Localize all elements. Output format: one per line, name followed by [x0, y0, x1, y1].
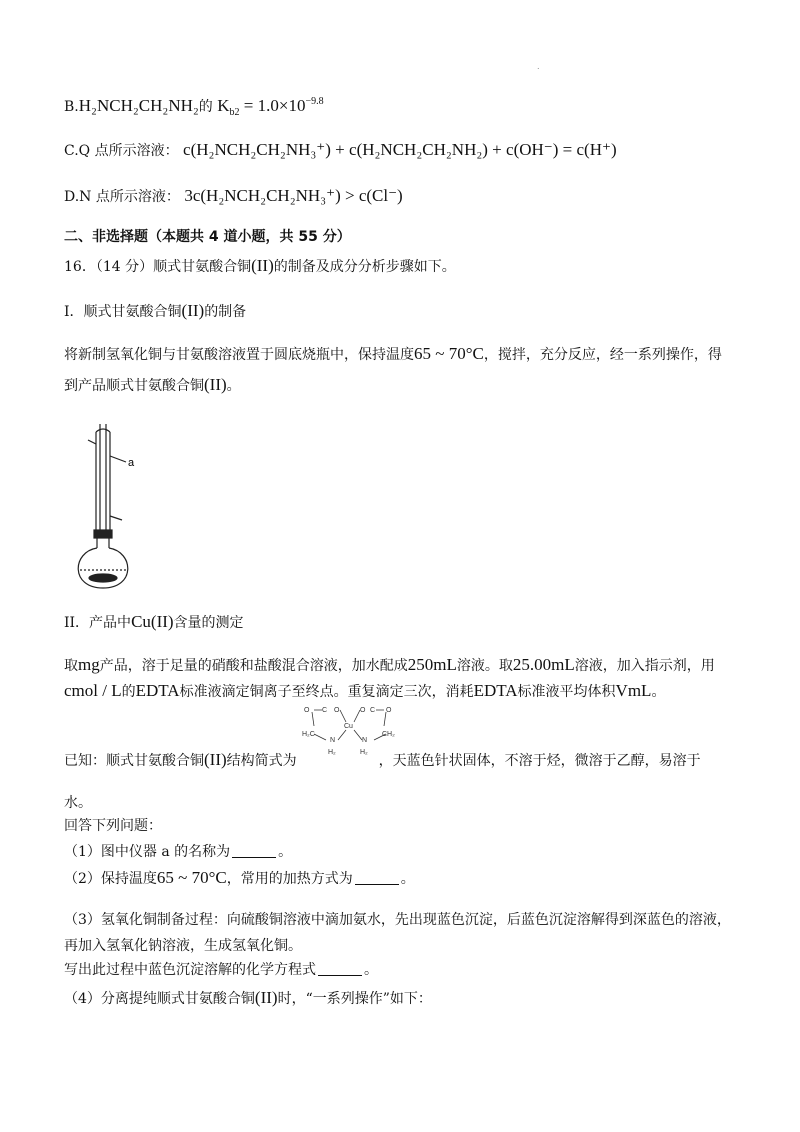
struct-c-1: C	[322, 707, 328, 714]
option-c-equation: c(H₂NCH₂CH₂NH₃⁺) + c(H₂NCH₂CH₂NH₂) + c(OH⁻) = c(H⁺)	[183, 140, 617, 159]
part1-paragraph-line2: 到产品顺式甘氨酸合铜(II)。	[64, 375, 241, 394]
subquestion-3-line1: （3）氢氧化铜制备过程：向硫酸铜溶液中滴加氨水，先出现蓝色沉淀，后蓝色沉淀溶解得到深蓝色的溶液，	[64, 912, 731, 928]
struct-o-1: O	[304, 707, 310, 714]
subquestion-3-line3: 写出此过程中蓝色沉淀溶解的化学方程式 。	[64, 962, 378, 978]
option-d	[64, 186, 403, 207]
top-mark: .	[537, 62, 540, 71]
struct-o-2: O	[334, 707, 340, 714]
section-title: 二、非选择题（本题共 4 道小题，共 55 分）	[64, 229, 351, 245]
struct-h2-2: H₂	[360, 749, 368, 756]
part1-title: I．顺式甘氨酸合铜(II)的制备	[64, 301, 247, 320]
option-b	[64, 92, 324, 123]
option-b-prefix: B.	[64, 99, 79, 115]
part2-paragraph-line1: 取mg产品，溶于足量的硝酸和盐酸混合溶液，加水配成250mL溶液。取25.00mL溶液，加入指示剂，用	[64, 655, 715, 674]
struct-ch2: CH₂	[382, 731, 395, 738]
part2-paragraph-line2: cmol / L的EDTA标准液滴定铜离子至终点。重复滴定三次，消耗EDTA标准液平均体积VmL。	[64, 681, 666, 700]
answer-blank-1[interactable]	[232, 843, 276, 858]
answer-blank-2[interactable]	[355, 870, 399, 885]
option-c	[64, 140, 617, 161]
subquestion-3-line2: 再加入氢氧化钠溶液，生成氢氧化铜。	[64, 938, 302, 954]
option-d-prefix: D.N 点所示溶液：	[64, 189, 180, 205]
subquestion-2: （2）保持温度65 ~ 70°C，常用的加热方式为 。	[64, 868, 415, 887]
struct-h2c: H₂C	[302, 731, 315, 738]
struct-o-4: O	[386, 707, 392, 714]
answer-blank-3[interactable]	[318, 961, 362, 976]
option-b-connector: 的	[198, 99, 213, 115]
option-c-prefix: C.Q 点所示溶液：	[64, 143, 179, 159]
part2-title: II．产品中Cu(II)含量的测定	[64, 612, 244, 631]
struct-n-2: N	[362, 737, 368, 744]
apparatus-figure	[66, 420, 176, 590]
option-b-constant: $K_{b2} = 1.0\times 10^{-9.8}$	[217, 96, 324, 118]
option-d-equation: 3c(H₂NCH₂CH₂NH₃⁺) > c(Cl⁻)	[184, 186, 403, 205]
struct-n-1: N	[330, 737, 336, 744]
known-line1: 已知：顺式甘氨酸合铜(II)结构简式为 ，天蓝色针状固体，不溶于烃，微溶于乙醇，易溶于	[64, 750, 701, 769]
apparatus-label-a: a	[128, 457, 135, 469]
struct-cu: Cu	[344, 723, 353, 730]
q16-intro: 16．（14 分）顺式甘氨酸合铜(II)的制备及成分分析步骤如下。	[64, 256, 456, 275]
answer-intro: 回答下列问题：	[64, 818, 162, 834]
subquestion-1: （1）图中仪器 a 的名称为 。	[64, 844, 293, 860]
struct-h2-1: H₂	[328, 749, 336, 756]
struct-c-2: C	[370, 707, 376, 714]
struct-o-3: O	[360, 707, 366, 714]
part1-paragraph-line1: 将新制氢氧化铜与甘氨酸溶液置于圆底烧瓶中，保持温度65 ~ 70°C，搅拌，充分反应，经一系列操作，得	[64, 344, 722, 363]
subquestion-4: （4）分离提纯顺式甘氨酸合铜(II)时，“一系列操作”如下：	[64, 988, 432, 1007]
option-b-formula: H₂NCH₂CH₂NH₂	[78, 96, 199, 115]
known-line2: 水。	[64, 795, 92, 811]
